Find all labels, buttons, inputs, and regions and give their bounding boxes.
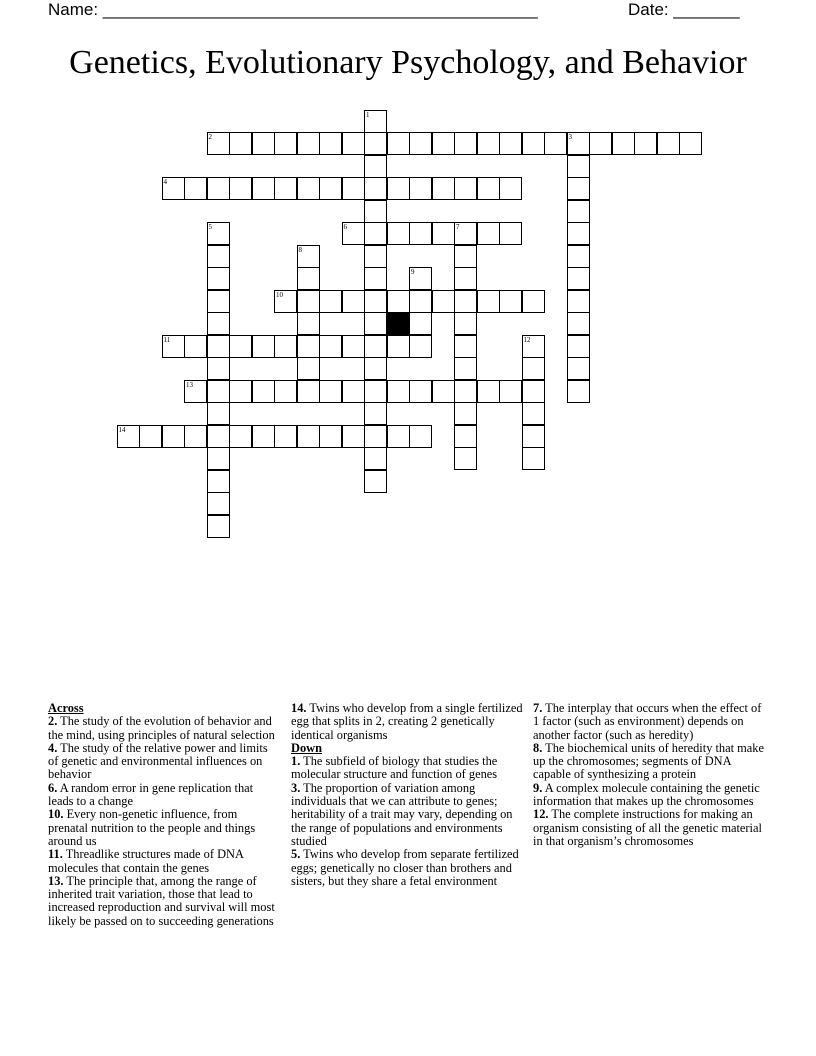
- grid-cell[interactable]: [297, 425, 320, 448]
- grid-cell[interactable]: [297, 290, 320, 313]
- grid-cell[interactable]: [432, 290, 455, 313]
- grid-cell[interactable]: [342, 335, 365, 358]
- grid-cell[interactable]: [207, 177, 230, 200]
- grid-cell[interactable]: [567, 267, 590, 290]
- grid-cell[interactable]: [454, 312, 477, 335]
- grid-cell[interactable]: [522, 425, 545, 448]
- grid-cell[interactable]: [454, 357, 477, 380]
- grid-cell[interactable]: [297, 267, 320, 290]
- clue-text: The study of the relative power and limits of genetic and environmental influences on behavior: [48, 740, 268, 782]
- grid-cell[interactable]: [319, 380, 342, 403]
- grid-cell[interactable]: [162, 425, 185, 448]
- clue-number: 4.: [48, 740, 58, 755]
- cell-number: 9: [411, 268, 415, 276]
- grid-cell[interactable]: [274, 425, 297, 448]
- grid-cell[interactable]: [364, 177, 387, 200]
- grid-cell[interactable]: [409, 132, 432, 155]
- grid-cell[interactable]: [364, 335, 387, 358]
- grid-cell[interactable]: [274, 380, 297, 403]
- grid-cell[interactable]: [522, 132, 545, 155]
- grid-cell[interactable]: [409, 290, 432, 313]
- clue-down-5: [291, 848, 523, 888]
- grid-cell[interactable]: [477, 132, 500, 155]
- grid-cell[interactable]: [612, 132, 635, 155]
- grid-cell[interactable]: [342, 132, 365, 155]
- grid-cell[interactable]: [207, 290, 230, 313]
- grid-cell[interactable]: [634, 132, 657, 155]
- grid-cell[interactable]: [207, 515, 230, 538]
- grid-cell[interactable]: [342, 290, 365, 313]
- grid-cell[interactable]: [364, 290, 387, 313]
- grid-cell[interactable]: [454, 335, 477, 358]
- grid-cell[interactable]: [252, 425, 275, 448]
- clue-number: 1.: [291, 754, 301, 769]
- grid-cell[interactable]: [207, 357, 230, 380]
- grid-cell[interactable]: [252, 177, 275, 200]
- grid-cell[interactable]: [207, 425, 230, 448]
- grid-cell[interactable]: [364, 357, 387, 380]
- grid-cell[interactable]: [657, 132, 680, 155]
- grid-cell[interactable]: [364, 402, 387, 425]
- grid-cell[interactable]: [342, 380, 365, 403]
- grid-cell[interactable]: [229, 425, 252, 448]
- grid-cell[interactable]: [162, 335, 185, 358]
- grid-cell[interactable]: [364, 132, 387, 155]
- grid-cell[interactable]: [364, 447, 387, 470]
- grid-cell[interactable]: [499, 380, 522, 403]
- clue-text: The subfield of biology that studies the molecular structure and function of genes: [291, 754, 498, 782]
- grid-cell[interactable]: [387, 222, 410, 245]
- grid-cell[interactable]: [409, 222, 432, 245]
- clue-number: 11.: [48, 847, 63, 862]
- grid-cell[interactable]: [409, 380, 432, 403]
- grid-cell[interactable]: [364, 110, 387, 133]
- across-heading: Across: [48, 701, 84, 715]
- grid-cell[interactable]: [567, 357, 590, 380]
- grid-cell[interactable]: [499, 132, 522, 155]
- cell-number: 14: [118, 425, 126, 434]
- grid-cell[interactable]: [387, 132, 410, 155]
- grid-cell[interactable]: [274, 335, 297, 358]
- grid-cell[interactable]: [207, 402, 230, 425]
- cell-number: 11: [163, 335, 171, 344]
- grid-cell[interactable]: [477, 380, 500, 403]
- grid-cell[interactable]: [207, 245, 230, 268]
- grid-cell[interactable]: [364, 425, 387, 448]
- grid-cell[interactable]: [207, 447, 230, 470]
- cell-number: 12: [523, 335, 531, 344]
- clue-number: 12.: [533, 807, 549, 822]
- grid-cell[interactable]: [454, 267, 477, 290]
- grid-cell[interactable]: [319, 335, 342, 358]
- clues-column-2: [291, 702, 523, 888]
- cell-number: 4: [163, 178, 167, 186]
- page-title: Genetics, Evolutionary Psychology, and Behavior: [69, 44, 747, 81]
- grid-cell[interactable]: [432, 132, 455, 155]
- grid-cell[interactable]: [567, 132, 590, 155]
- grid-cell[interactable]: [477, 222, 500, 245]
- grid-cell[interactable]: [297, 335, 320, 358]
- grid-cell[interactable]: [567, 312, 590, 335]
- clue-number: 8.: [533, 740, 543, 755]
- grid-cell[interactable]: [207, 335, 230, 358]
- grid-cell[interactable]: [342, 177, 365, 200]
- grid-cell[interactable]: [364, 245, 387, 268]
- clue-text: Twins who develop from a single fertilized egg that splits in 2, creating 2 genetically identical organisms: [291, 701, 523, 742]
- grid-cell[interactable]: [162, 177, 185, 200]
- grid-cell[interactable]: [454, 177, 477, 200]
- grid-cell[interactable]: [117, 425, 140, 448]
- clue-text: The proportion of variation among individuals that we can attribute to genes; heritability of a trait may vary, depending on the range of populations and environments studied: [291, 780, 513, 848]
- clue-text: The principle that, among the range of inherited trait variation, those that lead to increased reproduction and survival will most likely be passed on to succeeding generations: [48, 873, 275, 928]
- grid-cell[interactable]: [364, 470, 387, 493]
- grid-cell[interactable]: [432, 177, 455, 200]
- clue-number: 2.: [48, 714, 58, 729]
- grid-cell[interactable]: [522, 290, 545, 313]
- clue-down-9: [533, 782, 765, 809]
- grid-cell[interactable]: [364, 380, 387, 403]
- grid-cell[interactable]: [297, 177, 320, 200]
- grid-cell[interactable]: [409, 312, 432, 335]
- clue-down-12: [533, 808, 765, 848]
- clue-down-1: [291, 755, 523, 782]
- grid-cell[interactable]: [522, 380, 545, 403]
- grid-cell[interactable]: [409, 267, 432, 290]
- clue-number: 10.: [48, 807, 64, 822]
- cell-number: 3: [568, 133, 572, 141]
- clue-across-14: [291, 702, 523, 742]
- clue-across-13: [48, 875, 280, 928]
- grid-cell[interactable]: [522, 402, 545, 425]
- black-square: [387, 312, 410, 335]
- grid-cell[interactable]: [454, 447, 477, 470]
- cell-number: 1: [366, 110, 370, 119]
- grid-cell[interactable]: [454, 245, 477, 268]
- grid-cell[interactable]: [229, 335, 252, 358]
- grid-cell[interactable]: [184, 380, 207, 403]
- grid-cell[interactable]: [454, 425, 477, 448]
- grid-cell[interactable]: [589, 132, 612, 155]
- grid-cell[interactable]: [387, 380, 410, 403]
- grid-cell[interactable]: [184, 177, 207, 200]
- down-heading: Down: [291, 740, 322, 755]
- grid-cell[interactable]: [364, 222, 387, 245]
- grid-cell[interactable]: [207, 492, 230, 515]
- grid-cell[interactable]: [567, 335, 590, 358]
- clue-down-8: [533, 742, 765, 782]
- cell-number: 8: [298, 245, 302, 254]
- grid-cell[interactable]: [499, 290, 522, 313]
- grid-cell[interactable]: [454, 132, 477, 155]
- grid-cell[interactable]: [432, 222, 455, 245]
- grid-cell[interactable]: [387, 290, 410, 313]
- grid-cell[interactable]: [567, 222, 590, 245]
- grid-cell[interactable]: [567, 155, 590, 178]
- grid-cell[interactable]: [387, 425, 410, 448]
- grid-cell[interactable]: [319, 425, 342, 448]
- grid-cell[interactable]: [364, 267, 387, 290]
- clue-number: 6.: [48, 780, 58, 795]
- grid-cell[interactable]: [252, 132, 275, 155]
- grid-cell[interactable]: [364, 200, 387, 223]
- grid-cell[interactable]: [454, 380, 477, 403]
- cell-number: 6: [343, 223, 347, 231]
- grid-cell[interactable]: [207, 267, 230, 290]
- date-field: Date: _______: [628, 0, 740, 19]
- grid-cell[interactable]: [184, 425, 207, 448]
- clue-text: A random error in gene replication that leads to a change: [48, 780, 254, 809]
- cell-number: 13: [186, 380, 193, 389]
- clue-number: 14.: [291, 701, 307, 715]
- grid-cell[interactable]: [274, 177, 297, 200]
- grid-cell[interactable]: [544, 132, 567, 155]
- clue-text: The study of the evolution of behavior and the mind, using principles of natural selection: [48, 714, 275, 742]
- grid-cell[interactable]: [364, 155, 387, 178]
- grid-cell[interactable]: [679, 132, 702, 155]
- clue-across-6: [48, 782, 280, 809]
- grid-cell[interactable]: [409, 425, 432, 448]
- clue-text: The complete instructions for making an organism consisting of all the genetic material in that organism’s chromosomes: [533, 807, 762, 848]
- grid-cell[interactable]: [477, 177, 500, 200]
- grid-cell[interactable]: [387, 335, 410, 358]
- cell-number: 7: [456, 223, 460, 231]
- grid-cell[interactable]: [342, 425, 365, 448]
- clue-across-2: [48, 715, 280, 742]
- grid-cell[interactable]: [409, 177, 432, 200]
- grid-cell[interactable]: [499, 177, 522, 200]
- grid-cell[interactable]: [297, 312, 320, 335]
- grid-cell[interactable]: [207, 132, 230, 155]
- grid-cell[interactable]: [319, 132, 342, 155]
- grid-cell[interactable]: [274, 132, 297, 155]
- clue-text: A complex molecule containing the genetic information that makes up the chromosomes: [533, 780, 760, 809]
- grid-cell[interactable]: [409, 335, 432, 358]
- grid-cell[interactable]: [207, 312, 230, 335]
- grid-cell[interactable]: [274, 290, 297, 313]
- clue-number: 7.: [533, 701, 543, 715]
- clue-across-10: [48, 808, 280, 848]
- grid-cell[interactable]: [252, 335, 275, 358]
- grid-cell[interactable]: [499, 222, 522, 245]
- clues-column-3: [533, 702, 765, 848]
- grid-cell[interactable]: [454, 222, 477, 245]
- grid-cell[interactable]: [207, 470, 230, 493]
- grid-cell[interactable]: [207, 380, 230, 403]
- grid-cell[interactable]: [297, 132, 320, 155]
- grid-cell[interactable]: [454, 402, 477, 425]
- clue-down-7: [533, 702, 765, 742]
- clue-text: Twins who develop from separate fertilized eggs; genetically no closer than brothers and sisters, but they share a fetal environment: [291, 847, 519, 888]
- clue-number: 5.: [291, 847, 301, 862]
- grid-cell[interactable]: [229, 380, 252, 403]
- grid-cell[interactable]: [139, 425, 162, 448]
- clue-down-3: [291, 782, 523, 848]
- clue-text: The interplay that occurs when the effect of 1 factor (such as environment) depends on another factor (such as heredity): [533, 701, 762, 742]
- grid-cell[interactable]: [477, 290, 500, 313]
- clue-number: 3.: [291, 780, 301, 795]
- grid-cell[interactable]: [567, 380, 590, 403]
- cell-number: 10: [276, 290, 283, 299]
- clue-text: Threadlike structures made of DNA molecules that contain the genes: [48, 847, 244, 875]
- grid-cell[interactable]: [522, 335, 545, 358]
- grid-cell[interactable]: [454, 290, 477, 313]
- grid-cell[interactable]: [297, 380, 320, 403]
- grid-cell[interactable]: [297, 245, 320, 268]
- grid-cell[interactable]: [252, 380, 275, 403]
- clues-column-1: [48, 702, 280, 928]
- cell-number: 2: [208, 133, 212, 141]
- grid-cell[interactable]: [567, 245, 590, 268]
- grid-cell[interactable]: [522, 447, 545, 470]
- clue-across-11: [48, 848, 280, 875]
- grid-cell[interactable]: [229, 132, 252, 155]
- grid-cell[interactable]: [387, 177, 410, 200]
- grid-cell[interactable]: [522, 357, 545, 380]
- grid-cell[interactable]: [319, 177, 342, 200]
- grid-cell[interactable]: [432, 380, 455, 403]
- grid-cell[interactable]: [207, 222, 230, 245]
- grid-cell[interactable]: [184, 335, 207, 358]
- clue-across-4: [48, 742, 280, 782]
- grid-cell[interactable]: [319, 290, 342, 313]
- grid-cell[interactable]: [567, 290, 590, 313]
- clue-number: 9.: [533, 780, 543, 795]
- grid-cell[interactable]: [229, 177, 252, 200]
- clue-text: The biochemical units of heredity that make up the chromosomes; segments of DNA capable of synthesizing a protein: [533, 740, 764, 782]
- cell-number: 5: [208, 223, 212, 231]
- grid-cell[interactable]: [567, 177, 590, 200]
- grid-cell[interactable]: [567, 200, 590, 223]
- grid-cell[interactable]: [364, 312, 387, 335]
- grid-cell[interactable]: [297, 357, 320, 380]
- clue-text: Every non-genetic influence, from prenatal nutrition to the people and things around us: [48, 807, 256, 848]
- grid-cell[interactable]: [342, 222, 365, 245]
- name-field: Name: ______________________________________________: [48, 0, 538, 19]
- clue-number: 13.: [48, 873, 64, 888]
